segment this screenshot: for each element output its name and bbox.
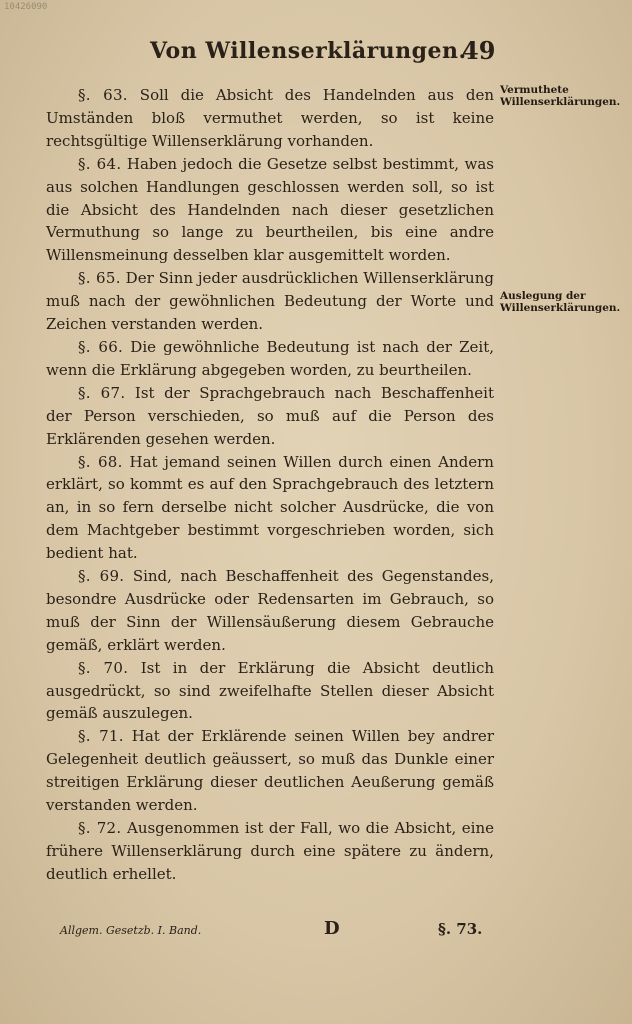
paragraph-text: Ist der Sprachgebrauch nach Beschaffenheit der Person verschieden, so muß auf die Person des Erklärenden gesehen werden. xyxy=(46,383,494,448)
scan-id: 10426090 xyxy=(4,2,48,12)
catchword: §. 73. xyxy=(438,920,483,938)
margin-note-auslegung: Auslegung der Willenserklärungen. xyxy=(500,290,621,314)
section-number: §. 66. xyxy=(78,337,124,356)
paragraph-text: Hat jemand seinen Willen durch einen Andern erklärt, so kommt es auf den Sprachgebrauch des letztern an, in so fern derselbe nicht solcher Ausdrücke, die von dem Machtgeber bestimmt vorgeschrieben worden, sich bedient hat. xyxy=(46,452,494,563)
section-number: §. 67. xyxy=(78,383,126,402)
footer-signature: Allgem. Gesetzb. I. Band. xyxy=(60,924,202,937)
paragraph-71 xyxy=(46,725,494,817)
paragraph-69 xyxy=(46,565,494,657)
paragraph-65 xyxy=(46,267,494,336)
paragraph-64 xyxy=(46,153,494,268)
paragraph-text: Die gewöhnliche Bedeutung ist nach der Zeit, wenn die Erklärung abgegeben worden, zu beurtheilen. xyxy=(46,337,494,379)
section-number: §. 68. xyxy=(78,452,123,471)
section-number: §. 69. xyxy=(78,567,125,586)
paragraph-text: Ist in der Erklärung die Absicht deutlich ausgedrückt, so sind zweifelhafte Stellen dieser Absicht gemäß auszulegen. xyxy=(46,658,495,723)
sheet-mark: D xyxy=(324,918,340,939)
paragraph-text: Hat der Erklärende seinen Willen bey andrer Gelegenheit deutlich geäussert, so muß das Dunkle einer streitigen Erklärung dieser deutlichen Aeußerung gemäß verstanden werden. xyxy=(46,727,494,815)
section-number: §. 71. xyxy=(78,727,124,746)
paragraph-72 xyxy=(46,817,494,886)
paragraph-text: Der Sinn jeder ausdrücklichen Willenserklärung muß nach der gewöhnlichen Bedeutung der Worte und Zeichen verstanden werden. xyxy=(46,269,494,334)
section-number: §. 70. xyxy=(78,658,129,677)
running-title: Von Willenserklärungen. xyxy=(150,38,467,64)
paragraph-68 xyxy=(46,451,494,566)
margin-note-vermuthete: Vermuthete Willenserklärungen. xyxy=(500,84,621,108)
paragraph-text: Ausgenommen ist der Fall, wo die Absicht, eine frühere Willenserklärung durch eine spätere zu ändern, deutlich erhellet. xyxy=(46,819,494,883)
body-text xyxy=(46,84,494,886)
paragraph-63 xyxy=(46,84,494,153)
section-number: §. 63. xyxy=(78,86,128,104)
paragraph-text: Soll die Absicht des Handelnden aus den Umständen bloß vermuthet werden, so ist keine rechtsgültige Willenserklärung vorhanden. xyxy=(46,86,494,150)
section-number: §. 64. xyxy=(78,154,122,173)
paragraph-66 xyxy=(46,336,494,382)
section-number: §. 65. xyxy=(78,269,121,288)
section-number: §. 72. xyxy=(78,819,122,837)
paragraph-text: Haben jedoch die Gesetze selbst bestimmt, was aus solchen Handlungen geschlossen werden soll, so ist die Absicht des Handelnden nach dieser gesetzlichen Vermuthung so lange zu beurtheilen, bis eine andre Willensmeinung desselben klar ausgemittelt worden. xyxy=(46,154,494,265)
paragraph-70 xyxy=(46,657,494,726)
page-number: 49 xyxy=(462,36,496,65)
paragraph-67 xyxy=(46,382,494,451)
paragraph-text: Sind, nach Beschaffenheit des Gegenstandes, besondre Ausdrücke oder Redensarten im Gebrauch, so muß der Sinn der Willensäußerung diesem Gebrauche gemäß, erklärt werden. xyxy=(46,567,494,654)
